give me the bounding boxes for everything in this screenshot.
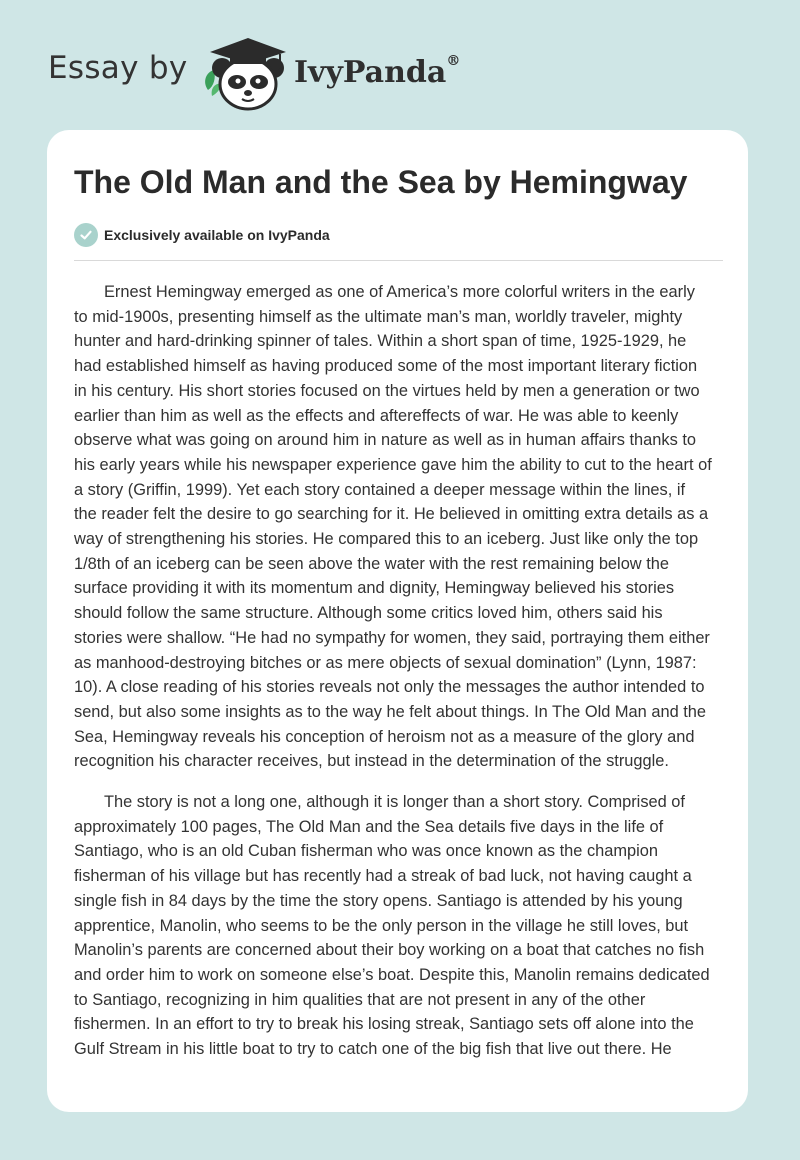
brand-name[interactable]: IvyPanda® bbox=[294, 53, 461, 90]
essay-by-label: Essay by bbox=[48, 50, 188, 86]
panda-logo-icon[interactable] bbox=[200, 32, 296, 112]
essay-body bbox=[74, 280, 724, 1078]
site-header bbox=[0, 0, 800, 130]
exclusive-badge bbox=[74, 222, 330, 248]
page-title: The Old Man and the Sea by Hemingway bbox=[74, 164, 688, 200]
exclusive-badge-label: Exclusively available on IvyPanda bbox=[104, 227, 330, 243]
check-icon bbox=[74, 223, 98, 247]
paragraph-2: The story is not a long one, although it is longer than a short story. Comprised of approximately 100 pages, The Old Man and the Sea details five days in the life of Santiago, who is an old Cuban fisherman who was once known as the champion fisherman of his village but has recently had a streak of bad luck, not having caught a single fish in 84 days by the time the story opens. Santiago is attended by his young apprentice, Manolin, who seems to be the only person in the village he still loves, but Manolin’s parents are concerned about their boy working on a boat that catches no fish and order him to work on someone else’s boat. Despite this, Manolin remains dedicated to Santiago, recognizing in him qualities that are not present in any of the other fishermen. In an effort to try to break his losing streak, Santiago sets off alone into the Gulf Stream in his little boat to try to catch one of the big fish that live out there. He bbox=[74, 793, 710, 1059]
divider bbox=[74, 260, 723, 261]
paragraph-1: Ernest Hemingway emerged as one of America’s more colorful writers in the early to mid-1900s, presenting himself as the ultimate man’s man, worldly traveler, mighty hunter and hard-drinking spinner of tales. Within a short span of time, 1925-1929, he had established himself as having produced some of the most important literary fiction in his century. His short stories focused on the virtues held by men a generation or two earlier than him as well as the effects and aftereffects of war. He was able to keenly observe what was going on around him in nature as well as in human affairs thanks to his early years while his newspaper experience gave him the ability to cut to the heart of a story (Griffin, 1999). Yet each story contained a deeper message within the lines, if the reader felt the desire to go searching for it. He believed in omitting extra details as a way of strengthening his stories. He compared this to an iceberg. Just like only the top 1/8th of an iceberg can be seen above the water with the rest remaining below the surface providing it with its momentum and dignity, Hemingway believed his stories should follow the same structure. Although some critics loved him, others said his stories were shallow. “He had no sympathy for women, they said, portraying them either as manhood-destroying bitches or as mere objects of sexual domination” (Lynn, 1987: 10). A close reading of his stories reveals not only the messages the author intended to send, but also some insights as to the way he felt about things. In The Old Man and the Sea, Hemingway reveals his conception of heroism not as a measure of the glory and recognition his character receives, but instead in the determination of the struggle. bbox=[74, 283, 712, 771]
essay-card bbox=[47, 130, 748, 1112]
